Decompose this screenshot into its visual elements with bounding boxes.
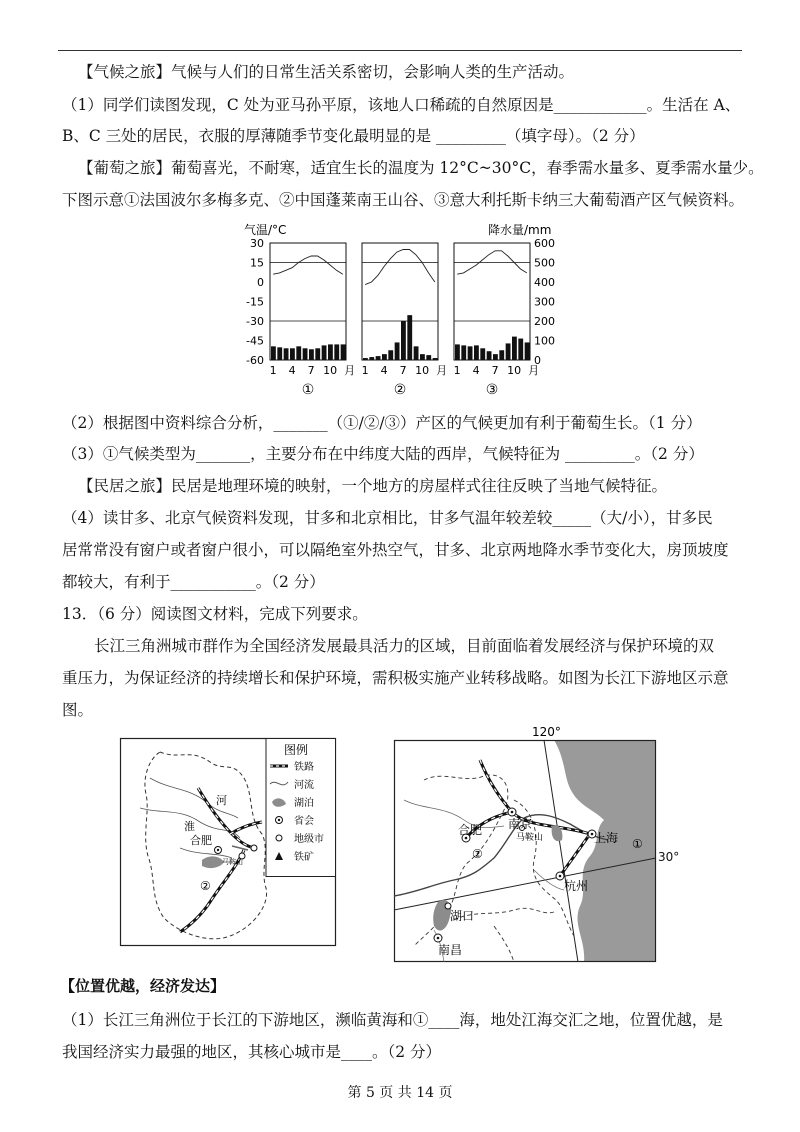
label-hukou: 湖口 [450, 909, 475, 923]
x-tick-label: 4 [380, 364, 388, 377]
climate-trip-intro: 【气候之旅】气候与人们的日常生活关系密切，会影响人类的生产活动。 [78, 63, 575, 81]
label-hangzhou: 杭州 [564, 879, 589, 893]
house-trip-intro: 【民居之旅】民居是地理环境的映射，一个地方的房屋样式往往反映了当地气候特征。 [78, 477, 668, 495]
question-4-line-1: （4）读甘多、北京气候资料发现，甘多和北京相比，甘多气温年较差较_____（大/小），甘多民 [62, 509, 713, 527]
precipitation-bar [506, 343, 511, 360]
precipitation-bar [382, 354, 387, 360]
grape-trip-line-2: 下图示意①法国波尔多梅多克、②中国蓬莱南王山谷、③意大利托斯卡纳三大葡萄酒产区气候资料。 [62, 191, 745, 209]
panel-label: ② [393, 382, 407, 398]
precipitation-bar [322, 345, 327, 360]
precipitation-bar [518, 339, 523, 360]
latitude-label: 30° [658, 850, 680, 864]
precipitation-bar [487, 351, 492, 360]
label-maanshan: 马鞍山 [222, 858, 243, 866]
precipitation-bar [309, 349, 314, 360]
legend-item-label: 铁路 [294, 762, 314, 773]
left-tick-label: 30 [250, 237, 264, 250]
label-huai: 淮 [184, 820, 195, 833]
precipitation-bar [284, 348, 289, 360]
right-map [394, 725, 656, 962]
climate-panel-1 [270, 243, 356, 398]
left-map [120, 738, 336, 946]
x-tick-label: 1 [361, 364, 369, 377]
precipitation-bar [328, 344, 333, 360]
label-hefei: 合肥 [190, 834, 212, 847]
precipitation-bar [512, 337, 517, 360]
precipitation-bar [363, 358, 368, 360]
question-1-line-1: （1）同学们读图发现，C 处为亚马孙平原，该地人口稀疏的自然原因是____________。生活在 A、 [62, 96, 741, 114]
climate-chart [240, 222, 560, 400]
right-tick-label: 500 [534, 256, 555, 270]
climate-panel-3 [454, 243, 539, 398]
right-tick-label: 0 [534, 354, 541, 367]
right-tick-label: 200 [534, 315, 555, 328]
grape-trip-line-1: 【葡萄之旅】葡萄喜光，不耐寒，适宜生长的温度为 12°C~30°C，春季需水量多、夏季需水量少。 [78, 159, 764, 177]
precipitation-bar [334, 344, 339, 360]
label-maanshan: 马鞍山 [516, 833, 544, 843]
legend-item-label: 湖泊 [294, 798, 314, 809]
label-nanjing: 南京 [508, 817, 533, 831]
right-tick-label: 300 [534, 295, 555, 309]
precipitation-bar [303, 348, 308, 360]
precipitation-bar [376, 356, 381, 360]
label-shanghai: 上海 [594, 831, 619, 845]
section-question-1-line-1: （1）长江三角洲位于长江的下游地区，濒临黄海和①____海，地处江海交汇之地，位置优越，是 [62, 1011, 723, 1029]
precipitation-bar [420, 354, 425, 360]
x-tick-label: 4 [472, 364, 480, 377]
x-unit-label: 月 [528, 364, 540, 377]
precipitation-bar [433, 358, 438, 360]
precipitation-bar [277, 347, 282, 360]
left-tick-label: -45 [246, 334, 264, 348]
legend-item-label: 地级市 [294, 834, 324, 845]
precipitation-bar [426, 355, 431, 360]
panel-frame [270, 243, 346, 360]
precipitation-bar [499, 350, 504, 360]
panel-label: ① [301, 382, 315, 398]
right-tick-label: 100 [534, 334, 555, 348]
question-4-line-2: 居常常没有窗户或者窗户很小，可以隔绝室外热空气，甘多、北京两地降水季节变化大，房顶坡度 [62, 541, 729, 559]
legend-item-label: 省会 [294, 816, 314, 827]
legend-item-label: 铁矿 [294, 852, 314, 863]
left-axis-label: 气温/°C [244, 223, 287, 237]
x-tick-label: 1 [269, 364, 277, 377]
precipitation-bar [271, 346, 276, 360]
precipitation-bar [455, 344, 460, 360]
panel-label: ③ [485, 382, 499, 398]
label-circle-2: ② [200, 879, 211, 893]
right-tick-label: 600 [534, 237, 555, 250]
precipitation-bar [315, 348, 320, 360]
x-tick-label: 10 [323, 364, 338, 377]
left-tick-label: 15 [250, 256, 264, 270]
precipitation-bar [414, 346, 419, 360]
right-tick-labels [534, 237, 555, 367]
left-tick-label: -60 [246, 354, 264, 367]
precipitation-bar [341, 344, 346, 360]
x-tick-label: 7 [399, 364, 407, 377]
question-4-line-3: 都较大，有利于___________。（2 分） [62, 573, 325, 591]
precipitation-bar [395, 342, 400, 360]
x-tick-label: 10 [507, 364, 522, 377]
precipitation-bar [525, 342, 530, 360]
yangtze-delta-line-2: 重压力，为保证经济的持续增长和保护环境，需积极实施产业转移战略。如图为长江下游地区示意 [62, 669, 729, 687]
x-unit-label: 月 [436, 364, 448, 377]
precipitation-bar [296, 346, 301, 360]
x-unit-label: 月 [344, 364, 356, 377]
precipitation-bar [369, 357, 374, 360]
climate-panel-2 [362, 243, 448, 398]
precipitation-bar [461, 345, 466, 360]
label-circle-1: ① [632, 837, 643, 851]
precipitation-bar [407, 315, 412, 360]
label-he: 河 [216, 794, 227, 807]
yangtze-delta-line-1: 长江三角洲城市群作为全国经济发展最具活力的区域，目前面临着发展经济与保护环境的双 [94, 637, 715, 655]
page-footer: 第 5 页 共 14 页 [347, 1085, 453, 1101]
precipitation-bar [290, 348, 295, 360]
header-rule [58, 50, 742, 51]
legend-title: 图例 [284, 743, 309, 757]
left-tick-labels [246, 237, 264, 367]
right-tick-label: 400 [534, 276, 555, 289]
precipitation-bar [388, 350, 393, 360]
legend-item-label: 河流 [294, 780, 314, 791]
left-tick-label: 0 [257, 276, 264, 289]
precipitation-bar [401, 321, 406, 360]
left-tick-label: -30 [246, 315, 264, 328]
label-hefei: 合肥 [458, 823, 483, 837]
x-tick-label: 1 [453, 364, 461, 377]
right-axis-label: 降水量/mm [488, 223, 552, 237]
precipitation-bar [474, 345, 479, 360]
yangtze-delta-line-3: 图。 [62, 701, 94, 719]
question-2: （2）根据图中资料综合分析，_______（①/②/③）产区的气候更加有利于葡萄生长。（1 分） [62, 414, 702, 432]
label-circle-2: ② [472, 847, 483, 861]
section-title: 【位置优越，经济发达】 [60, 977, 226, 995]
precipitation-bar [480, 348, 485, 360]
longitude-label: 120° [532, 725, 561, 739]
chart-panels [270, 243, 539, 398]
question-3: （3）①气候类型为_______，主要分布在中纬度大陆的西岸，气候特征为 _________。（2 分） [62, 445, 704, 463]
x-tick-label: 7 [491, 364, 499, 377]
left-tick-label: -15 [246, 295, 264, 309]
x-tick-label: 7 [307, 364, 315, 377]
panel-frame [362, 243, 438, 360]
label-nanchang: 南昌 [438, 943, 463, 957]
precipitation-bar [493, 354, 498, 360]
x-tick-label: 10 [415, 364, 430, 377]
x-tick-label: 4 [288, 364, 296, 377]
section-question-1-line-2: 我国经济实力最强的地区，其核心城市是____。（2 分） [62, 1043, 442, 1061]
question-1-line-2: B、C 三处的居民，衣服的厚薄随季节变化最明显的是 _________（填字母）。（2 分） [62, 127, 645, 145]
question-13-heading: 13．（6 分）阅读图文材料，完成下列要求。 [62, 605, 368, 623]
precipitation-bar [468, 346, 473, 360]
